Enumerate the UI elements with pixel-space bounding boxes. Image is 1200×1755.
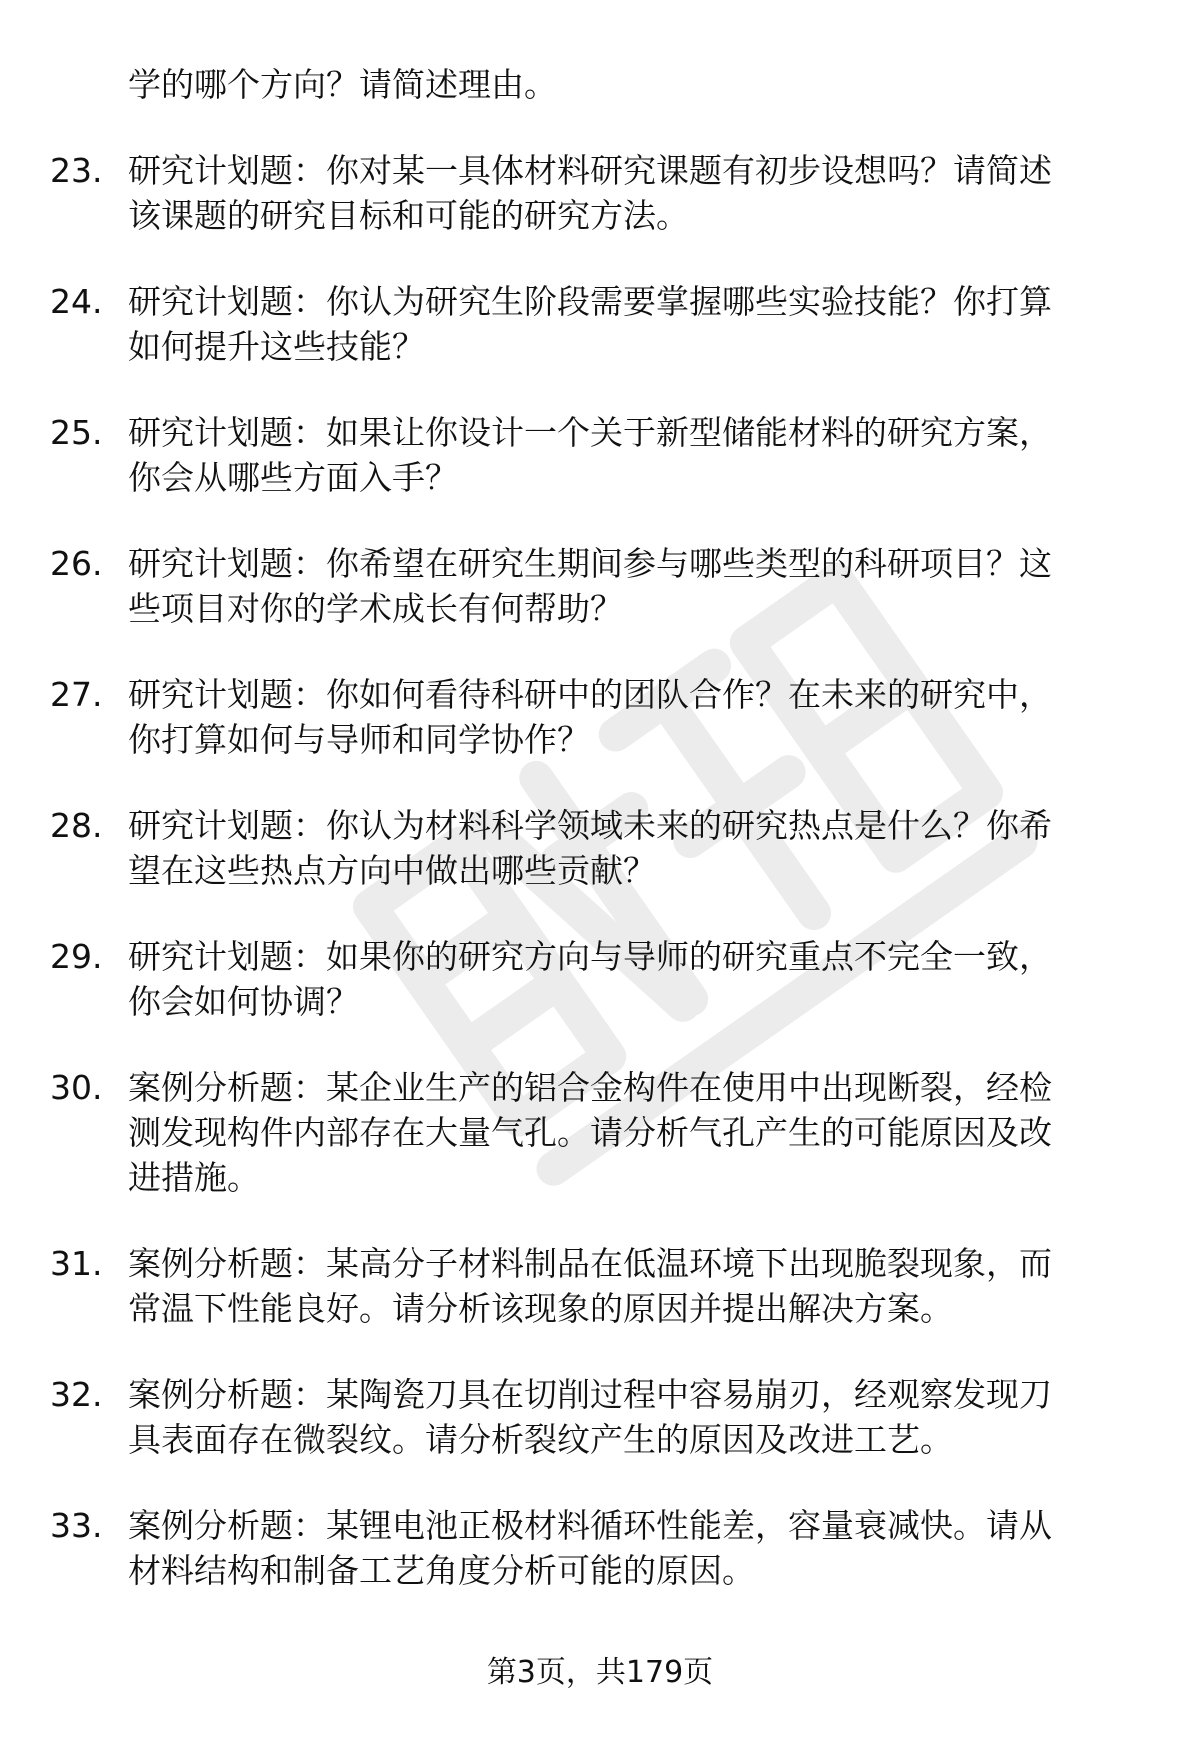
question-number: 31. — [50, 1244, 103, 1283]
question-item — [0, 934, 1200, 1065]
question-number: 24. — [50, 282, 103, 321]
question-text — [128, 1241, 1138, 1331]
question-number: 25. — [50, 413, 103, 452]
question-text — [128, 148, 1138, 238]
question-line: 常温下性能良好。请分析该现象的原因并提出解决方案。 — [128, 1289, 953, 1328]
question-line: 案例分析题：某锂电池正极材料循环性能差，容量衰减快。请从 — [128, 1506, 1052, 1545]
question-line: 研究计划题：你认为材料科学领域未来的研究热点是什么？你希 — [128, 806, 1052, 845]
question-line: 研究计划题：你希望在研究生期间参与哪些类型的科研项目？这 — [128, 544, 1052, 583]
question-text — [128, 934, 1138, 1024]
question-number: 26. — [50, 544, 103, 583]
question-number: 28. — [50, 806, 103, 845]
question-item — [0, 279, 1200, 410]
question-line: 案例分析题：某陶瓷刀具在切削过程中容易崩刃，经观察发现刀 — [128, 1375, 1052, 1414]
question-item — [0, 672, 1200, 803]
question-number: 30. — [50, 1068, 103, 1107]
question-line: 些项目对你的学术成长有何帮助？ — [128, 589, 623, 628]
question-line: 研究计划题：你对某一具体材料研究课题有初步设想吗？请简述 — [128, 151, 1052, 190]
question-item — [0, 541, 1200, 672]
question-text — [128, 1065, 1138, 1200]
question-line: 你会如何协调？ — [128, 982, 359, 1021]
question-number: 33. — [50, 1506, 103, 1545]
question-line: 进措施。 — [128, 1158, 260, 1197]
question-line: 你会从哪些方面入手？ — [128, 458, 458, 497]
question-line: 该课题的研究目标和可能的研究方法。 — [128, 196, 689, 235]
question-line: 测发现构件内部存在大量气孔。请分析气孔产生的可能原因及改 — [128, 1113, 1052, 1152]
question-item — [0, 148, 1200, 279]
question-number: 32. — [50, 1375, 103, 1414]
question-text — [128, 803, 1138, 893]
question-line: 研究计划题：如果让你设计一个关于新型储能材料的研究方案， — [128, 413, 1052, 452]
question-number: 23. — [50, 151, 103, 190]
question-text — [128, 410, 1138, 500]
question-number: 27. — [50, 675, 103, 714]
question-line: 研究计划题：你如何看待科研中的团队合作？在未来的研究中， — [128, 675, 1052, 714]
question-text — [128, 541, 1138, 631]
question-text — [128, 1372, 1138, 1462]
question-line: 具表面存在微裂纹。请分析裂纹产生的原因及改进工艺。 — [128, 1420, 953, 1459]
question-item — [0, 1372, 1200, 1503]
question-text — [128, 1503, 1138, 1593]
question-item — [0, 1503, 1200, 1634]
question-item — [0, 410, 1200, 541]
question-text — [128, 279, 1138, 369]
question-line: 如何提升这些技能？ — [128, 327, 425, 366]
question-line: 案例分析题：某企业生产的铝合金构件在使用中出现断裂，经检 — [128, 1068, 1052, 1107]
question-line: 材料结构和制备工艺角度分析可能的原因。 — [128, 1551, 755, 1590]
continuation-text: 学的哪个方向？请简述理由。 — [128, 65, 557, 104]
question-line: 案例分析题：某高分子材料制品在低温环境下出现脆裂现象，而 — [128, 1244, 1052, 1283]
question-line: 望在这些热点方向中做出哪些贡献？ — [128, 851, 656, 890]
question-line: 你打算如何与导师和同学协作？ — [128, 720, 590, 759]
question-item — [0, 1241, 1200, 1372]
question-list — [0, 148, 1200, 1634]
question-item — [0, 1065, 1200, 1241]
question-text — [128, 672, 1138, 762]
question-item — [0, 803, 1200, 934]
question-line: 研究计划题：你认为研究生阶段需要掌握哪些实验技能？你打算 — [128, 282, 1052, 321]
question-number: 29. — [50, 937, 103, 976]
question-line: 研究计划题：如果你的研究方向与导师的研究重点不完全一致， — [128, 937, 1052, 976]
page-footer: 第3页，共179页 — [486, 1655, 714, 1690]
